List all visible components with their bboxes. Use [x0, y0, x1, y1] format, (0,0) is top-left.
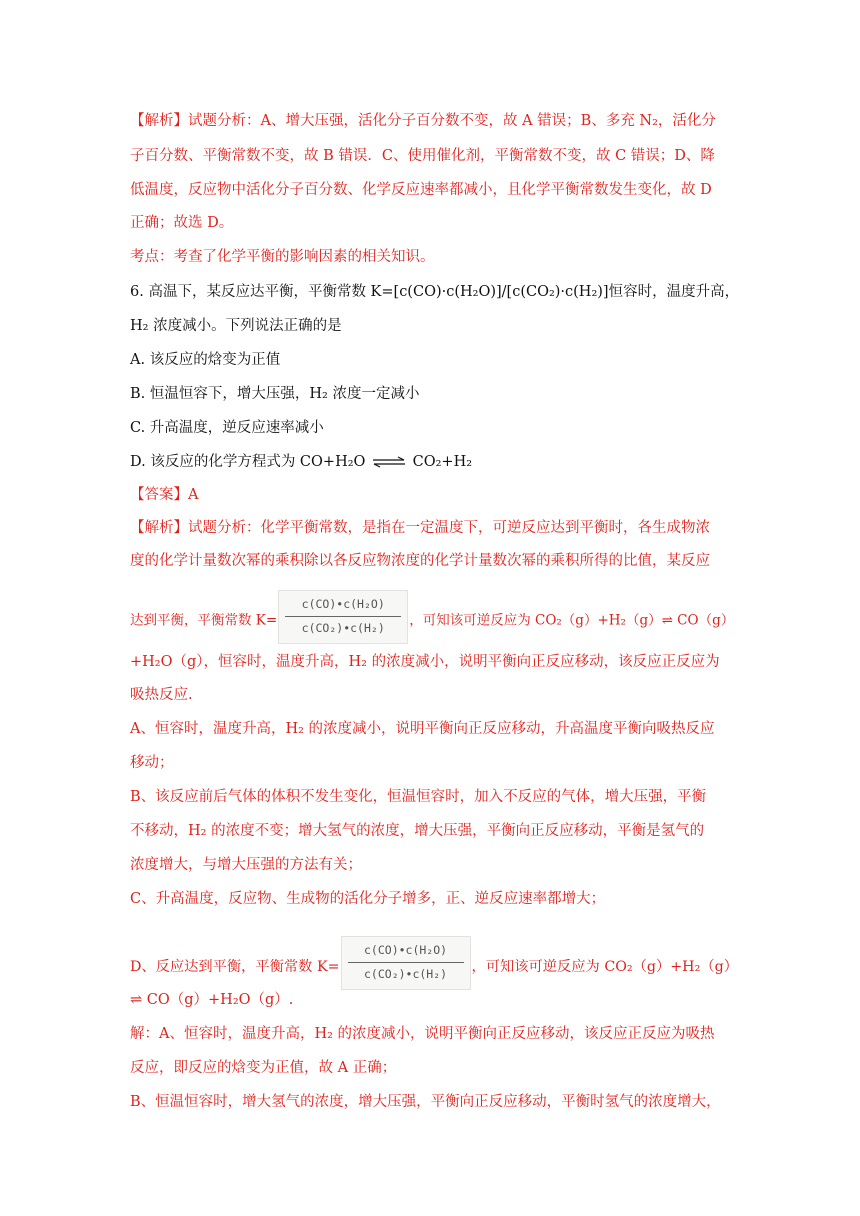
k-line-1-prefix: 达到平衡，平衡常数 K= — [130, 612, 278, 629]
analysis-b-line-1: B、该反应前后气体的体积不发生变化，恒温恒容时，加入不反应的气体，增大压强，平衡 — [130, 789, 707, 805]
option-b: B. 恒温恒容下，增大压强，H₂ 浓度一定减小 — [130, 386, 420, 402]
formula-2-denominator: c(CO₂)•c(H₂) — [364, 967, 448, 981]
analysis-q5-line-3: 低温度，反应物中活化分子百分数、化学反应速率都减小，且化学平衡常数发生变化，故 D — [130, 182, 712, 198]
analysis-q6-line-4: +H₂O（g），恒容时，温度升高，H₂ 的浓度减小，说明平衡向正反应移动，该反应正反应为 — [130, 654, 720, 670]
analysis-q5-line-4: 正确；故选 D。 — [130, 215, 234, 231]
analysis-q6-line-1: 【解析】试题分析：化学平衡常数，是指在一定温度下，可逆反应达到平衡时，各生成物浓 — [130, 520, 710, 536]
analysis-q5-line-1: 【解析】试题分析：A、增大压强，活化分子百分数不变，故 A 错误；B、多充 N₂，活化分 — [130, 113, 716, 129]
k-line-2-prefix: D、反应达到平衡，平衡常数 K= — [130, 959, 340, 975]
analysis-a-line-2: 移动； — [130, 755, 174, 771]
fraction-2-bar — [348, 962, 464, 963]
analysis-c: C、升高温度，反应物、生成物的活化分子增多，正、逆反应速率都增大； — [130, 891, 606, 907]
option-c: C. 升高温度，逆反应速率减小 — [130, 420, 324, 436]
k-line-1-suffix: ，可知该可逆反应为 CO₂（g）+H₂（g）⇌ CO（g） — [409, 612, 735, 629]
solution-a-line-2: 反应，即反应的焓变为正值，故 A 正确； — [130, 1060, 397, 1076]
equilibrium-arrow-icon — [372, 456, 406, 468]
solution-b-line-1: B、恒温恒容时，增大氢气的浓度，增大压强，平衡向正反应移动，平衡时氢气的浓度增大， — [130, 1094, 721, 1110]
k-line-2-suffix: ，可知该可逆反应为 CO₂（g）+H₂（g） — [471, 959, 738, 975]
analysis-q6-line-5: 吸热反应. — [130, 687, 193, 703]
option-a: A. 该反应的焓变为正值 — [130, 352, 281, 368]
knowledge-point-q5: 考点：考查了化学平衡的影响因素的相关知识。 — [130, 249, 435, 265]
analysis-q6-line-2: 度的化学计量数次幂的乘积除以各反应物浓度的化学计量数次幂的乘积所得的比值，某反应 — [130, 553, 710, 569]
analysis-d-line-1 — [130, 940, 740, 994]
option-d — [130, 452, 740, 472]
analysis-b-line-3: 浓度增大，与增大压强的方法有关； — [130, 857, 362, 873]
question-6-line-2: H₂ 浓度减小。下列说法正确的是 — [130, 318, 342, 334]
answer-label: 【答案】A — [130, 487, 199, 503]
analysis-q5-line-2: 子百分数、平衡常数不变，故 B 错误．C、使用催化剂，平衡常数不变，故 C 错误；D、降 — [130, 148, 715, 164]
equilibrium-constant-formula — [278, 590, 408, 644]
formula-numerator: c(CO)•c(H₂O) — [301, 597, 385, 611]
analysis-q6-k-line — [130, 594, 740, 648]
analysis-b-line-2: 不移动，H₂ 的浓度不变；增大氢气的浓度，增大压强，平衡向正反应移动，平衡是氢气的 — [130, 823, 705, 839]
fraction-bar — [285, 616, 401, 617]
option-d-prefix: D. 该反应的化学方程式为 CO+H₂O — [130, 454, 366, 470]
question-6-line-1: 6. 高温下，某反应达平衡，平衡常数 K=[c(CO)·c(H₂O)]/[c(CO₂)·c(H₂)]恒容时，温度升高， — [130, 284, 740, 300]
analysis-d-line-2: ⇌ CO（g）+H₂O（g）. — [130, 992, 294, 1008]
equilibrium-constant-formula-2 — [341, 936, 471, 990]
option-d-suffix: CO₂+H₂ — [412, 454, 473, 470]
solution-a-line-1: 解：A、恒容时，温度升高，H₂ 的浓度减小，说明平衡向正反应移动，该反应正反应为吸热 — [130, 1026, 715, 1042]
formula-denominator: c(CO₂)•c(H₂) — [301, 621, 385, 635]
analysis-a-line-1: A、恒容时，温度升高，H₂ 的浓度减小，说明平衡向正反应移动，升高温度平衡向吸热反应 — [130, 721, 715, 737]
formula-2-numerator: c(CO)•c(H₂O) — [364, 943, 448, 957]
